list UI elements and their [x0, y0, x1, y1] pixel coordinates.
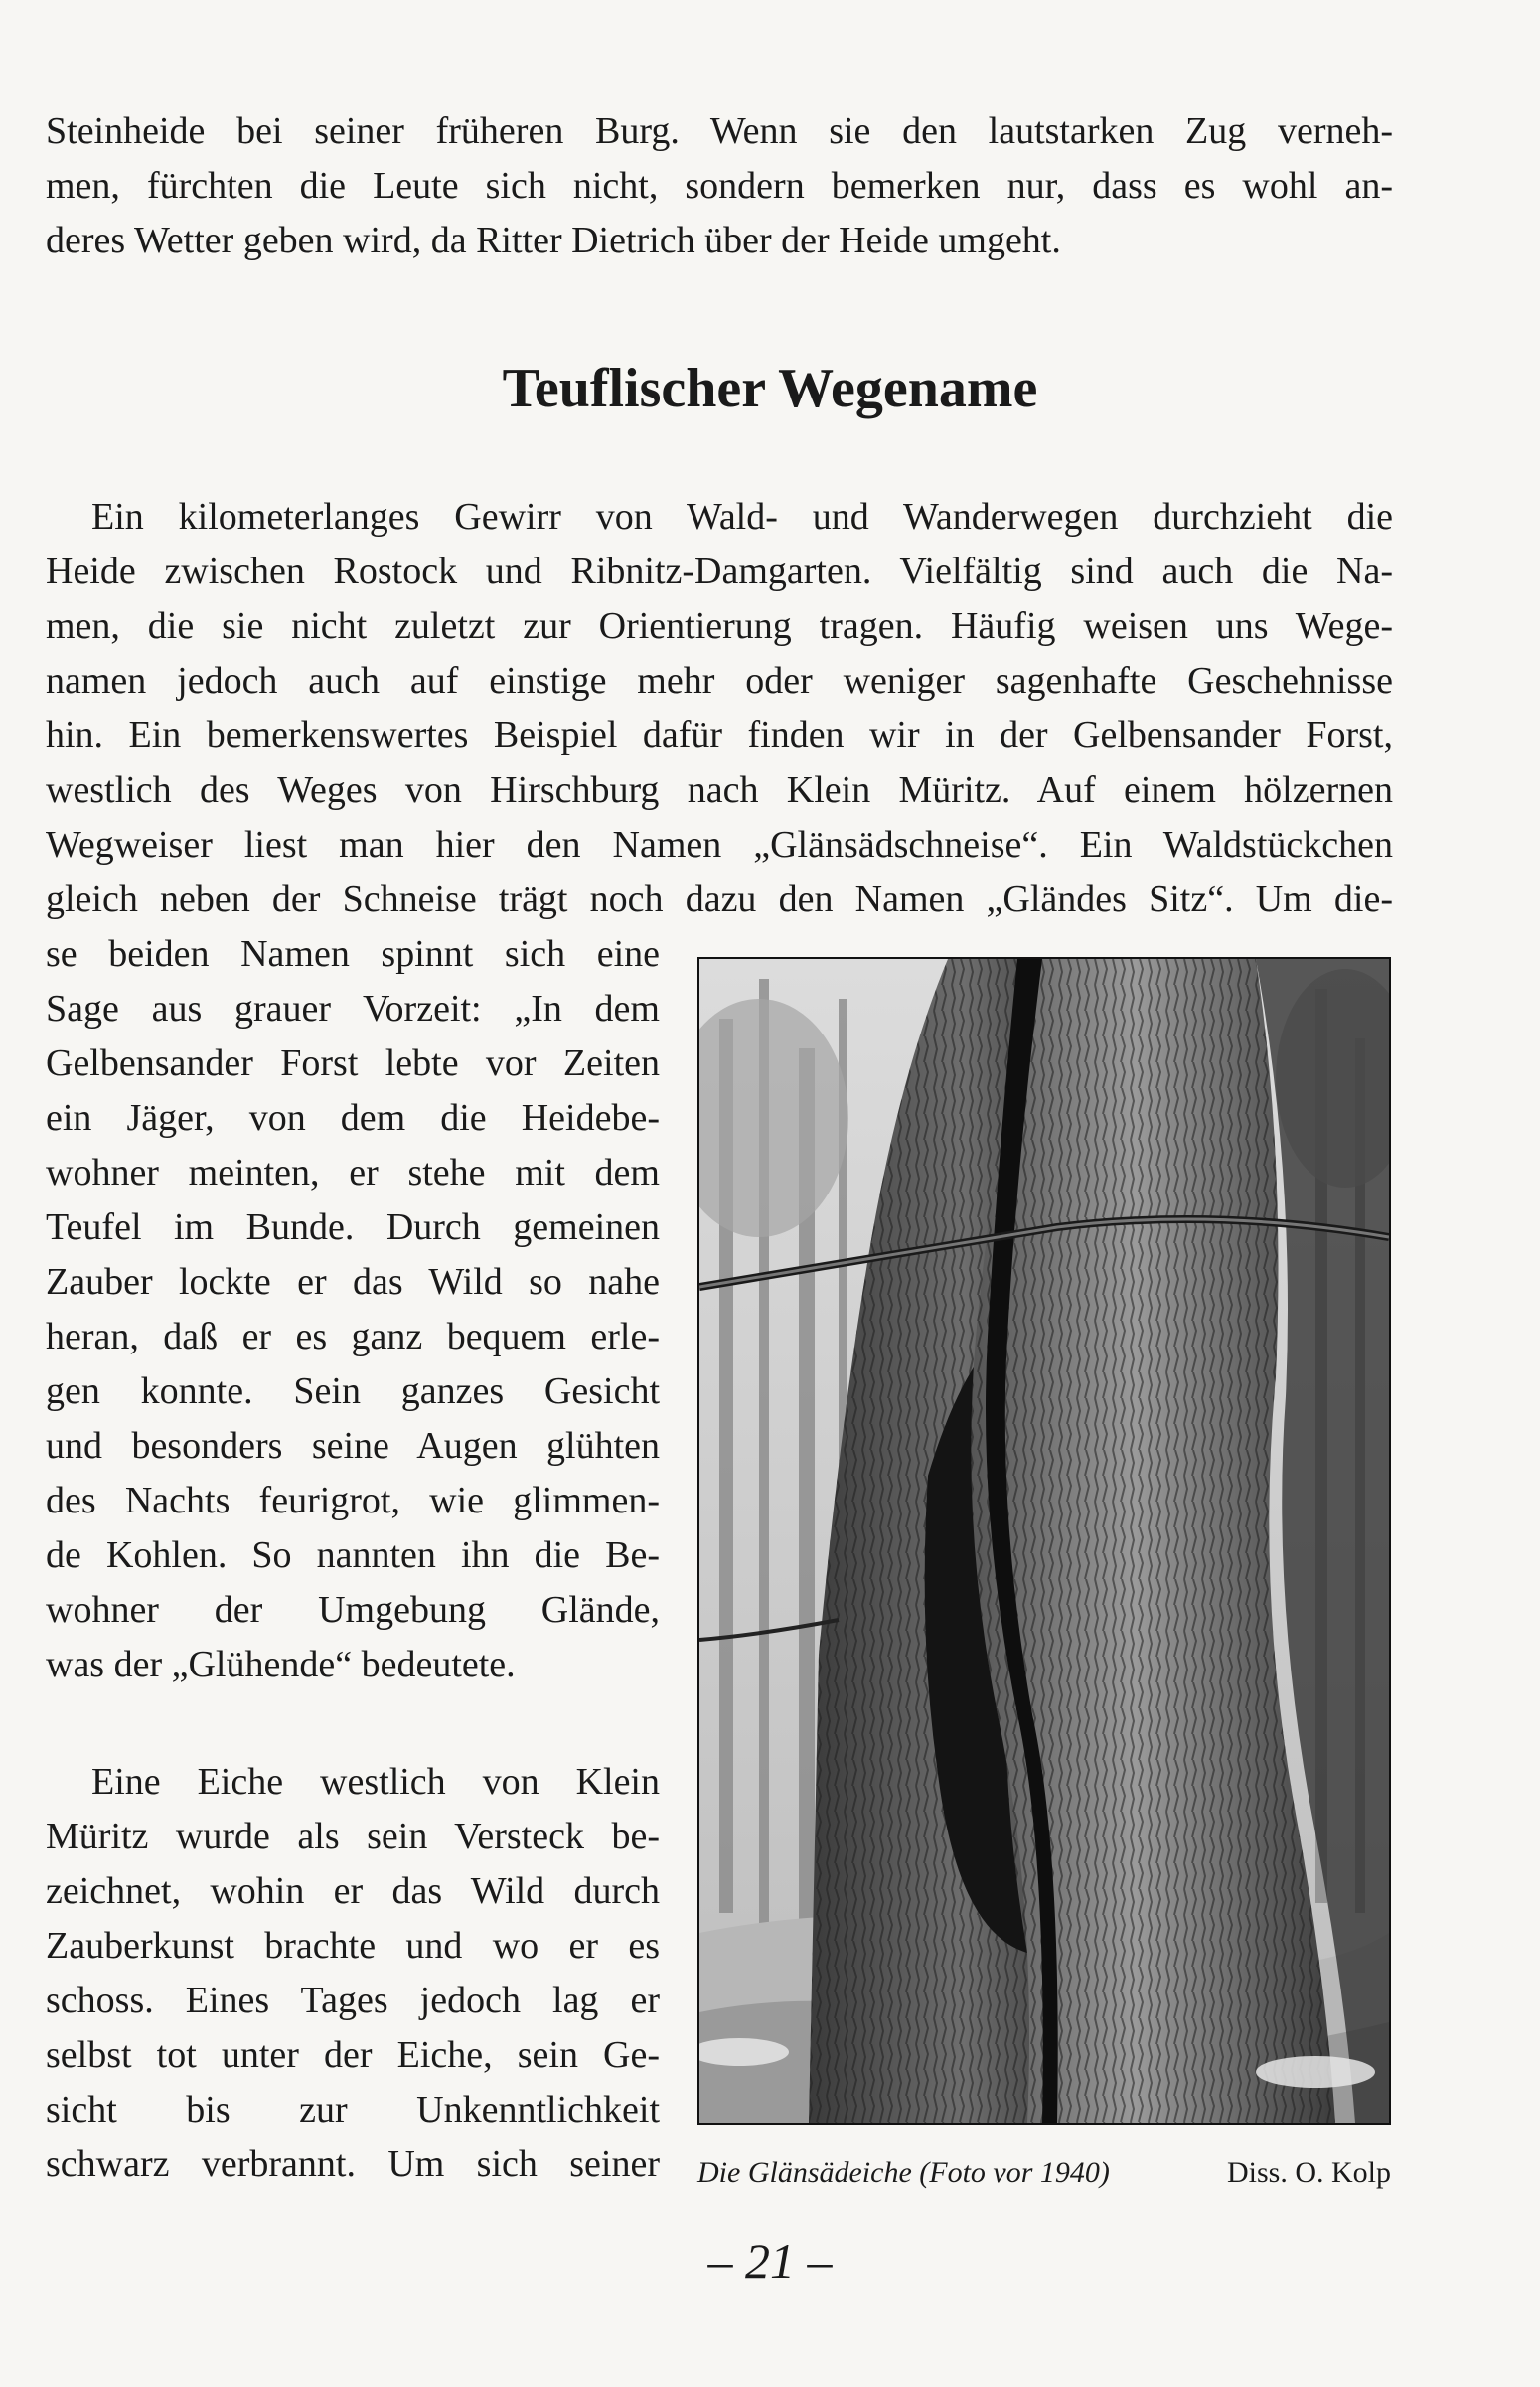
paragraph-line: Ein kilometerlanges Gewirr von Wald- und Wanderwegen durchzieht die — [91, 496, 1393, 538]
photo-caption-row — [697, 2148, 1391, 2198]
column-line: des Nachts feurigrot, wie glimmen- — [46, 1480, 660, 1521]
column-line: schoss. Eines Tages jedoch lag er — [46, 1980, 660, 2021]
column-line: und besonders seine Augen glühten — [46, 1425, 660, 1467]
column-line: gen konnte. Sein ganzes Gesicht — [46, 1370, 660, 1412]
column-line: wohner der Umgebung Glände, — [46, 1589, 660, 1631]
intro-line: Steinheide bei seiner früheren Burg. Wenn sie den lautstarken Zug verneh- — [46, 110, 1393, 152]
column-line: Eine Eiche westlich von Klein — [91, 1761, 660, 1803]
section-heading: Teuflischer Wegename — [502, 358, 1038, 419]
column-line: schwarz verbrannt. Um sich seiner — [46, 2144, 660, 2185]
column-line: Teufel im Bunde. Durch gemeinen — [46, 1206, 660, 1248]
paragraph-line: gleich neben der Schneise trägt noch dazu den Namen „Gländes Sitz“. Um die- — [46, 878, 1393, 920]
page-number: – 21 – — [707, 2233, 833, 2289]
column-line: sicht bis zur Unkenntlichkeit — [46, 2089, 660, 2131]
column-line: heran, daß er es ganz bequem erle- — [46, 1316, 660, 1357]
paragraph-line: Heide zwischen Rostock und Ribnitz-Damgarten. Vielfältig sind auch die Na- — [46, 551, 1393, 592]
photo-caption: Die Glänsädeiche (Foto vor 1940) — [697, 2156, 1110, 2189]
column-line: se beiden Namen spinnt sich eine — [46, 933, 660, 975]
column-line: de Kohlen. So nannten ihn die Be- — [46, 1534, 660, 1576]
intro-line: men, fürchten die Leute sich nicht, sondern bemerken nur, dass es wohl an- — [46, 165, 1393, 207]
column-line: selbst tot unter der Eiche, sein Ge- — [46, 2034, 660, 2076]
paragraph-line: men, die sie nicht zuletzt zur Orientierung tragen. Häufig weisen uns Wege- — [46, 605, 1393, 647]
column-line: Zauberkunst brachte und wo er es — [46, 1925, 660, 1967]
photo-credit: Diss. O. Kolp — [1226, 2156, 1391, 2189]
column-line: Sage aus grauer Vorzeit: „In dem — [46, 988, 660, 1030]
column-line: Müritz wurde als sein Versteck be- — [46, 1816, 660, 1857]
column-line: was der „Glühende“ bedeutete. — [46, 1644, 516, 1685]
column-line: Zauber lockte er das Wild so nahe — [46, 1261, 660, 1303]
paragraph-line: namen jedoch auch auf einstige mehr oder weniger sagenhafte Geschehnisse — [46, 660, 1393, 702]
oak-tree-photo — [697, 957, 1391, 2125]
intro-line: deres Wetter geben wird, da Ritter Dietrich über der Heide umgeht. — [46, 220, 1061, 261]
column-line: wohner meinten, er stehe mit dem — [46, 1152, 660, 1194]
paragraph-line: Wegweiser liest man hier den Namen „Glänsädschneise“. Ein Waldstückchen — [46, 824, 1393, 866]
column-line: zeichnet, wohin er das Wild durch — [46, 1870, 660, 1912]
column-line: Gelbensander Forst lebte vor Zeiten — [46, 1042, 660, 1084]
paragraph-line: hin. Ein bemerkenswertes Beispiel dafür finden wir in der Gelbensander Forst, — [46, 715, 1393, 756]
paragraph-line: westlich des Weges von Hirschburg nach Klein Müritz. Auf einem hölzernen — [46, 769, 1393, 811]
oak-tree-illustration — [699, 959, 1389, 2123]
column-line: ein Jäger, von dem die Heidebe- — [46, 1097, 660, 1139]
